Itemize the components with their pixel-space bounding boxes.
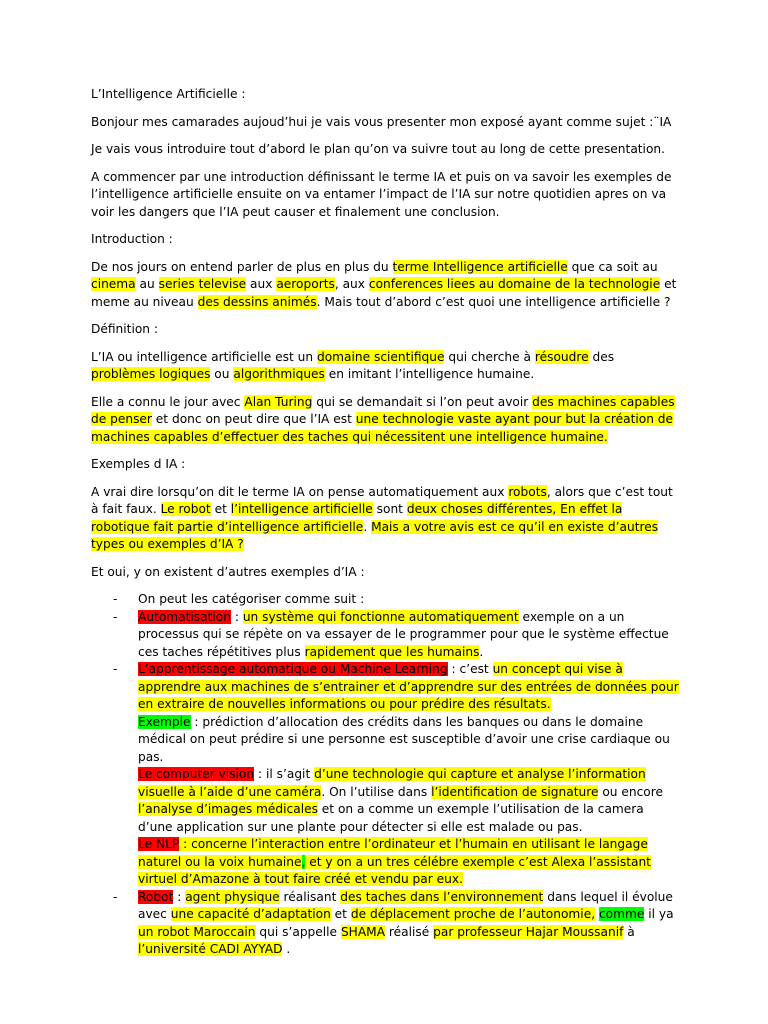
nlp: Le NLP : concerne l’interaction entre l’ordinateur et l’humain en utilisant le langage naturel ou la voix humaine, et y on a un tres célébre exemple c’est Alexa l’assistant virtuel d’Amazone à tout faire créé et vendu par eux. xyxy=(138,837,651,886)
list-item-machine-learning xyxy=(91,661,681,889)
computer-vision: Le computer vision : il s’agit d’une technologie qui capture et analyse l’information visuelle à l’aide d’une caméra. On l’utilise dans l’identification de signature ou encore l’analyse d’images médicales et on a comme un exemple l’utilisation de la camera d’une application sur une plante pour détecter si elle est malade ou pas. xyxy=(138,767,664,834)
paragraph-examples-1: A vrai dire lorsqu’on dit le terme IA on pense automatiquement aux robots, alors que c’est tout à fait faux. Le robot et l’intelligence artificielle sont deux choses différentes, En effet la robotique fait partie d’intelligence artificielle. Mais a votre avis est ce qu’il en existe d’autres types ou exemples d’IA ? xyxy=(91,484,673,551)
paragraph-plan: A commencer par une introduction définissant le terme IA et puis on va savoir les exemples de l’intelligence artificielle ensuite on va entamer l’impact de l’IA sur notre quotidien apres on va voir les dangers que l’IA peut causer et finalement une conclusion. xyxy=(91,169,672,219)
list-item-robot: - Robot : agent physique réalisant des taches dans l’environnement dans lequel il évolue avec une capacité d’adaptation et de déplacement proche de l’autonomie, comme il ya un robot Maroccain qui s’appelle SHAMA réalisé par professeur Hajar Moussanif à l’université CADI AYYAD . xyxy=(91,889,681,959)
heading-examples: Exemples d IA : xyxy=(91,457,186,471)
paragraph-definition-1: L’IA ou intelligence artificielle est un domaine scientifique qui cherche à résoudre des problèmes logiques ou algorithmiques en imitant l’intelligence humaine. xyxy=(91,349,615,381)
doc-title: L’Intelligence Artificielle : xyxy=(91,87,246,101)
list-item-automatisation: - Automatisation : un système qui fonctionne automatiquement exemple on a un processus qui se répète on va essayer de le programmer pour que le système effectue ces taches répétitives plus rapidement que les humains. xyxy=(91,609,681,662)
examples-list xyxy=(91,591,681,959)
list-item-categorize: - On peut les catégoriser comme suit : xyxy=(91,591,681,609)
ml-definition: - L’apprentissage automatique ou Machine Learning : c’est un concept qui vise à apprendre aux machines de s’entrainer et d’apprendre sur des entrées de données pour en extraire de nouvelles informations ou pour prédire des résultats. xyxy=(138,662,679,711)
heading-definition: Définition : xyxy=(91,322,158,336)
paragraph-definition-2: Elle a connu le jour avec Alan Turing qui se demandait si l’on peut avoir des machines capables de penser et donc on peut dire que l’IA est une technologie vaste ayant pour but la création de machines capables d’effectuer des taches qui nécessitent une intelligence humaine. xyxy=(91,394,675,444)
paragraph-greeting: Bonjour mes camarades aujoud’hui je vais vous presenter mon exposé ayant comme sujet :¨IA xyxy=(91,114,672,129)
paragraph-plan-intro: Je vais vous introduire tout d’abord le plan qu’on va suivre tout au long de cette presentation. xyxy=(91,142,666,156)
document-body xyxy=(91,86,681,959)
heading-introduction: Introduction : xyxy=(91,232,173,246)
paragraph-examples-2: Et oui, y on existent d’autres exemples d’IA : xyxy=(91,564,365,579)
ml-example: Exemple : prédiction d’allocation des crédits dans les banques ou dans le domaine médical on peut prédire si une personne est susceptible d’avoir une crise cardiaque ou pas. xyxy=(138,714,670,764)
paragraph-introduction: De nos jours on entend parler de plus en plus du terme Intelligence artificielle que ca soit au cinema au series televise aux aeroports, aux conferences liees au domaine de la technologie et meme au niveau des dessins animés. Mais tout d’abord c’est quoi une intelligence artificielle ? xyxy=(91,259,677,309)
